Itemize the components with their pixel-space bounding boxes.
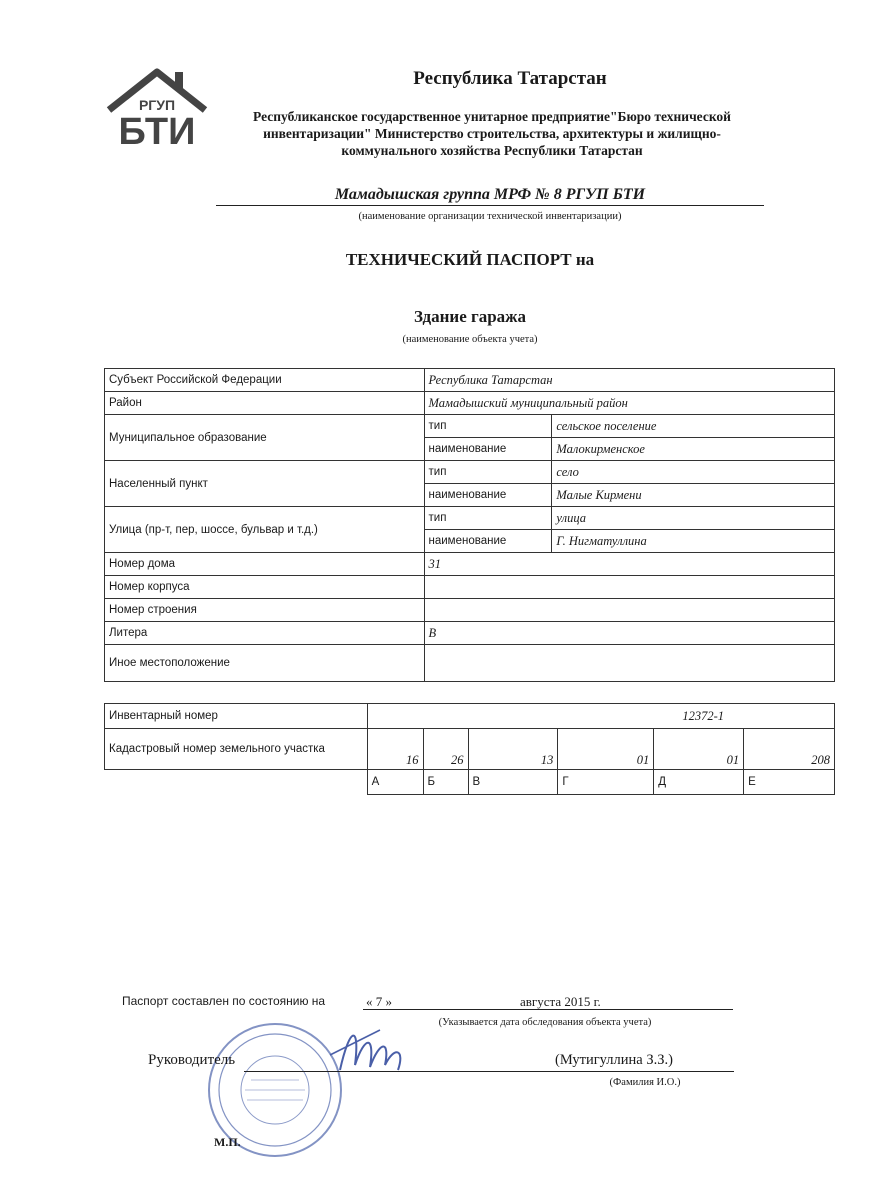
cadastral-letter: Е bbox=[744, 770, 835, 795]
other-location-label: Иное местоположение bbox=[105, 645, 425, 682]
municipal-type-value: сельское поселение bbox=[552, 415, 835, 438]
settlement-name-label: наименование bbox=[424, 484, 552, 507]
empty-cell bbox=[105, 770, 368, 795]
litera-value: В bbox=[424, 622, 835, 645]
district-label: Район bbox=[105, 392, 425, 415]
other-location-value bbox=[424, 645, 835, 682]
table-row bbox=[105, 415, 835, 438]
numbers-table bbox=[104, 703, 835, 795]
bti-logo bbox=[103, 66, 211, 148]
address-table bbox=[104, 368, 835, 682]
table-row bbox=[105, 369, 835, 392]
street-label: Улица (пр-т, пер, шоссе, бульвар и т.д.) bbox=[105, 507, 425, 553]
cadastral-letter: Б bbox=[423, 770, 468, 795]
group-caption: (наименование организации технической инвентаризации) bbox=[358, 211, 622, 222]
logo-text-top: РГУП bbox=[138, 97, 176, 113]
table-row bbox=[105, 553, 835, 576]
cadastral-letter: Г bbox=[558, 770, 654, 795]
street-name-label: наименование bbox=[424, 530, 552, 553]
organization-name: Республиканское государственное унитарное предприятие"Бюро технической инвентаризации" Министерство строительства, архитектуры и жилищно-коммунального хозяйства Республики Татарстан bbox=[253, 109, 731, 158]
cadastral-part: 16 bbox=[367, 729, 423, 770]
street-type-label: тип bbox=[424, 507, 552, 530]
logo-text-main: БТИ bbox=[118, 111, 196, 148]
municipal-label: Муниципальное образование bbox=[105, 415, 425, 461]
state-date-label: Паспорт составлен по состоянию на bbox=[122, 994, 326, 1008]
korpus-value bbox=[424, 576, 835, 599]
seal-place-label: М.П. bbox=[214, 1135, 241, 1149]
house-value: 31 bbox=[424, 553, 835, 576]
table-row bbox=[105, 599, 835, 622]
date-underline bbox=[363, 1009, 733, 1010]
head-label: Руководитель bbox=[148, 1052, 236, 1068]
street-name-value: Г. Нигматуллина bbox=[552, 530, 835, 553]
cadastral-part: 01 bbox=[558, 729, 654, 770]
passport-title: ТЕХНИЧЕСКИЙ ПАСПОРТ на bbox=[345, 250, 595, 269]
settlement-name-value: Малые Кирмени bbox=[552, 484, 835, 507]
cadastral-part: 26 bbox=[423, 729, 468, 770]
cadastral-part: 01 bbox=[654, 729, 744, 770]
head-name: (Мутигуллина З.З.) bbox=[555, 1052, 673, 1068]
cadastral-part: 208 bbox=[744, 729, 835, 770]
bti-group-name: Мамадышская группа МРФ № 8 РГУП БТИ bbox=[216, 186, 764, 206]
subject-label: Субъект Российской Федерации bbox=[105, 369, 425, 392]
table-row bbox=[105, 770, 835, 795]
head-name-caption: (Фамилия И.О.) bbox=[609, 1077, 681, 1088]
signature-underline bbox=[244, 1071, 734, 1072]
settlement-type-label: тип bbox=[424, 461, 552, 484]
signature-icon bbox=[320, 1015, 420, 1085]
cadastral-letter: А bbox=[367, 770, 423, 795]
settlement-type-value: село bbox=[552, 461, 835, 484]
state-date-caption: (Указывается дата обследования объекта учета) bbox=[438, 1017, 652, 1028]
table-row bbox=[105, 461, 835, 484]
subject-value: Республика Татарстан bbox=[424, 369, 835, 392]
cadastral-letter: В bbox=[468, 770, 558, 795]
table-row bbox=[105, 507, 835, 530]
state-day: « 7 » bbox=[366, 994, 392, 1009]
table-row bbox=[105, 622, 835, 645]
table-row bbox=[105, 729, 835, 770]
object-caption: (наименование объекта учета) bbox=[402, 334, 538, 345]
object-name: Здание гаража bbox=[413, 307, 527, 326]
municipal-name-label: наименование bbox=[424, 438, 552, 461]
district-value: Мамадышский муниципальный район bbox=[424, 392, 835, 415]
state-month-year: августа 2015 г. bbox=[520, 994, 601, 1009]
korpus-label: Номер корпуса bbox=[105, 576, 425, 599]
municipal-type-label: тип bbox=[424, 415, 552, 438]
litera-label: Литера bbox=[105, 622, 425, 645]
republic-title: Республика Татарстан bbox=[413, 68, 607, 89]
settlement-label: Населенный пункт bbox=[105, 461, 425, 507]
table-row bbox=[105, 392, 835, 415]
inventory-label: Инвентарный номер bbox=[105, 704, 368, 729]
cadastral-part: 13 bbox=[468, 729, 558, 770]
municipal-name-value: Малокирменское bbox=[552, 438, 835, 461]
table-row bbox=[105, 704, 835, 729]
cadastral-letter: Д bbox=[654, 770, 744, 795]
building-label: Номер строения bbox=[105, 599, 425, 622]
table-row bbox=[105, 645, 835, 682]
building-value bbox=[424, 599, 835, 622]
house-label: Номер дома bbox=[105, 553, 425, 576]
cadastral-label: Кадастровый номер земельного участка bbox=[105, 729, 368, 770]
inventory-value: 12372-1 bbox=[367, 704, 834, 729]
table-row bbox=[105, 576, 835, 599]
street-type-value: улица bbox=[552, 507, 835, 530]
